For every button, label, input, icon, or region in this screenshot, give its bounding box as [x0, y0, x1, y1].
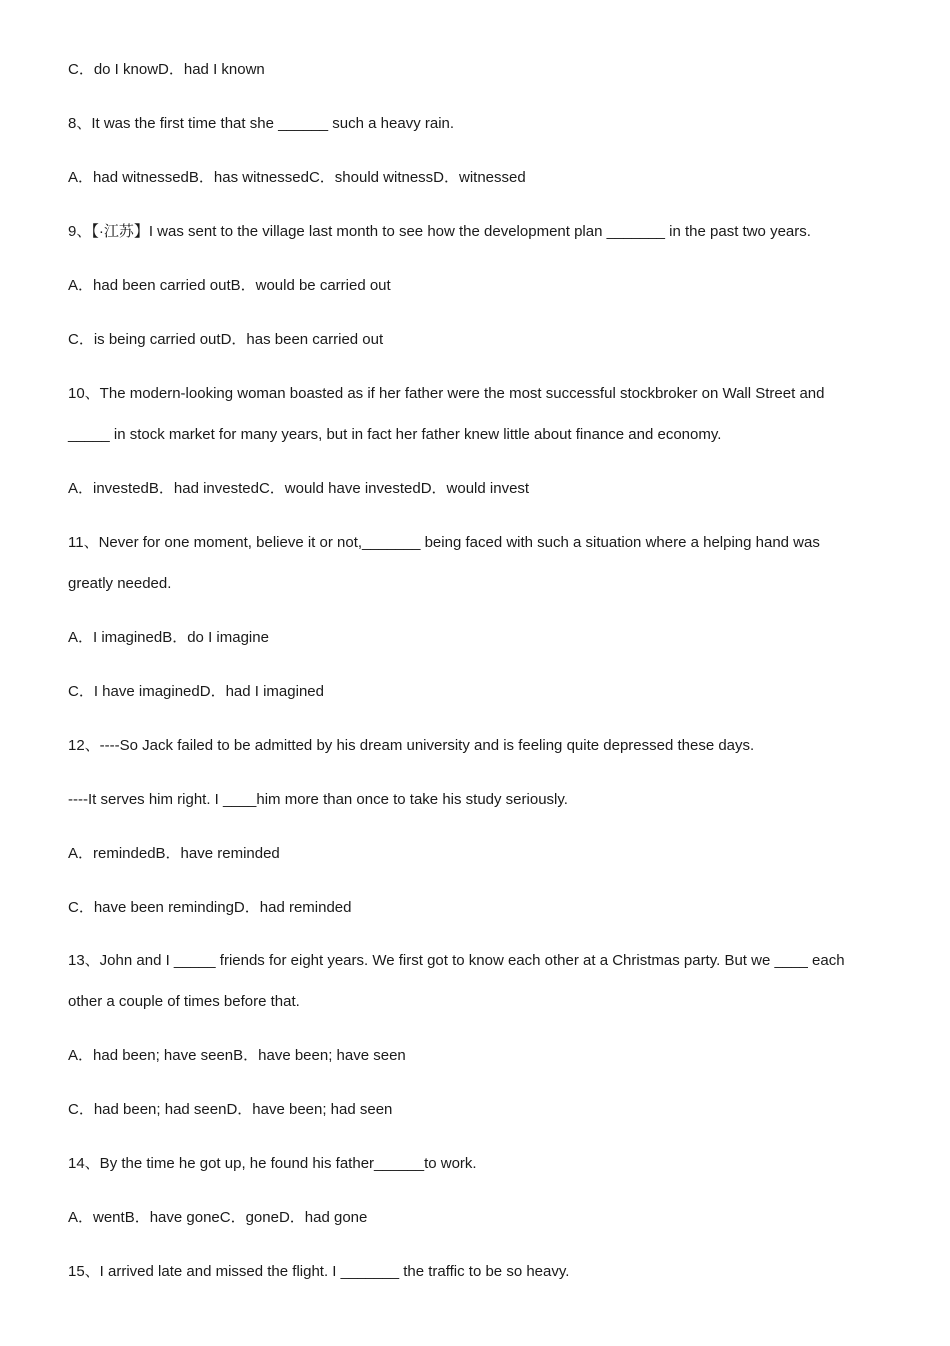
- q12-options-ab: A．remindedB．have reminded: [68, 845, 280, 862]
- q14-stem: 14、By the time he got up, he found his father______to work.: [68, 1155, 477, 1172]
- q11-stem-line1: 11、Never for one moment, believe it or not,_______ being faced with such a situation where a helping hand was: [68, 534, 820, 551]
- q11-options-ab: A．I imaginedB．do I imagine: [68, 629, 269, 646]
- q13-stem-line1: 13、John and I _____ friends for eight years. We first got to know each other at a Christmas party. But we ____ each: [68, 952, 845, 969]
- q12-stem-line1: 12、----So Jack failed to be admitted by his dream university and is feeling quite depressed these days.: [68, 737, 755, 754]
- q14-options: A．wentB．have goneC．goneD．had gone: [68, 1209, 368, 1226]
- q10-options: A．investedB．had investedC．would have investedD．would invest: [68, 480, 530, 497]
- q10-stem-line1: 10、The modern-looking woman boasted as if her father were the most successful stockbroker on Wall Street and: [68, 385, 825, 402]
- q13-options-ab: A．had been; have seenB．have been; have seen: [68, 1047, 406, 1064]
- q9-options-cd: C．is being carried outD．has been carried out: [68, 331, 384, 348]
- q13-options-cd: C．had been; had seenD．have been; had seen: [68, 1101, 393, 1118]
- q12-stem-line2: ----It serves him right. I ____him more than once to take his study seriously.: [68, 791, 568, 808]
- q10-stem-line2: _____ in stock market for many years, but in fact her father knew little about finance and economy.: [68, 426, 722, 443]
- q12-options-cd: C．have been remindingD．had reminded: [68, 899, 352, 916]
- q11-stem-line2: greatly needed.: [68, 575, 172, 592]
- q9-stem: 9、【·江苏】I was sent to the village last month to see how the development plan _______ in the past two years.: [68, 223, 811, 240]
- q9-options-ab: A．had been carried outB．would be carried out: [68, 277, 391, 294]
- q15-stem: 15、I arrived late and missed the flight. I _______ the traffic to be so heavy.: [68, 1263, 570, 1280]
- q11-options-cd: C．I have imaginedD．had I imagined: [68, 683, 324, 700]
- q8-options: A．had witnessedB．has witnessedC．should witnessD．witnessed: [68, 169, 526, 186]
- q8-stem: 8、It was the first time that she ______ such a heavy rain.: [68, 115, 455, 132]
- q13-stem-line2: other a couple of times before that.: [68, 993, 300, 1010]
- q7-options-cd: C．do I knowD．had I known: [68, 61, 265, 78]
